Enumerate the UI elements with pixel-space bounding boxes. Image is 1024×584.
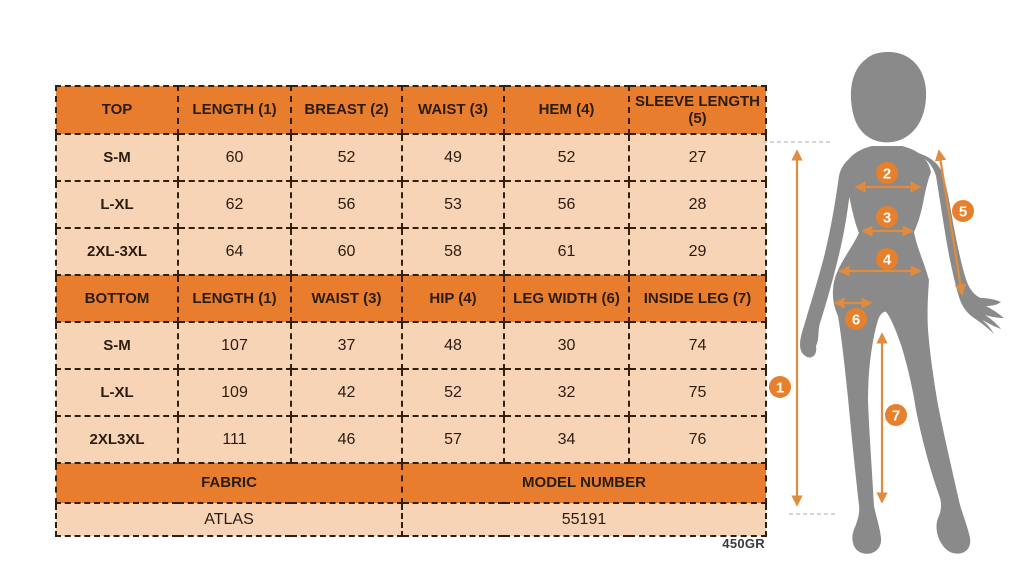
value-cell: 107 [178, 322, 291, 369]
model-number-value: 55191 [402, 503, 766, 536]
table-row [56, 416, 766, 463]
measurement-badge-2 [876, 162, 898, 184]
info-value-row [56, 503, 766, 536]
bottom-col-inside-leg: INSIDE LEG (7) [629, 275, 766, 322]
top-col-breast: BREAST (2) [291, 86, 402, 134]
badge-number: 7 [891, 407, 901, 425]
top-col-sleeve-length: SLEEVE LENGTH (5) [629, 86, 766, 134]
value-cell: 29 [629, 228, 766, 275]
badge-number: 1 [775, 379, 785, 397]
arrow-5-sleeve [939, 151, 962, 294]
size-label: L-XL [56, 369, 178, 416]
measurement-badge-3 [876, 206, 898, 228]
table-row [56, 228, 766, 275]
measurement-figure [752, 28, 1024, 576]
value-cell: 60 [291, 228, 402, 275]
top-section-label: TOP [56, 86, 178, 134]
weight-footnote: 450GR [722, 536, 765, 551]
size-label: S-M [56, 134, 178, 181]
value-cell: 27 [629, 134, 766, 181]
bottom-col-length: LENGTH (1) [178, 275, 291, 322]
value-cell: 64 [178, 228, 291, 275]
top-col-length: LENGTH (1) [178, 86, 291, 134]
top-header-row [56, 86, 766, 134]
measurement-badge-1 [769, 376, 791, 398]
value-cell: 60 [178, 134, 291, 181]
value-cell: 111 [178, 416, 291, 463]
measurement-badge-6 [845, 308, 867, 330]
fabric-value: ATLAS [56, 503, 402, 536]
woman-silhouette [800, 52, 1004, 554]
value-cell: 52 [291, 134, 402, 181]
bottom-col-leg-width: LEG WIDTH (6) [504, 275, 629, 322]
model-number-label: MODEL NUMBER [402, 463, 766, 503]
silhouette-head [851, 52, 926, 142]
size-label: S-M [56, 322, 178, 369]
value-cell: 61 [504, 228, 629, 275]
value-cell: 57 [402, 416, 504, 463]
value-cell: 28 [629, 181, 766, 228]
value-cell: 48 [402, 322, 504, 369]
value-cell: 42 [291, 369, 402, 416]
table-row [56, 134, 766, 181]
value-cell: 109 [178, 369, 291, 416]
table-row [56, 181, 766, 228]
value-cell: 37 [291, 322, 402, 369]
measurement-badge-5 [952, 200, 974, 222]
measurement-badge-7 [885, 404, 907, 426]
size-table [55, 85, 767, 537]
fabric-label: FABRIC [56, 463, 402, 503]
value-cell: 49 [402, 134, 504, 181]
size-label: 2XL-3XL [56, 228, 178, 275]
bottom-col-waist: WAIST (3) [291, 275, 402, 322]
bottom-section-label: BOTTOM [56, 275, 178, 322]
badge-number: 2 [882, 165, 892, 183]
badge-number: 3 [882, 209, 892, 227]
bottom-col-hip: HIP (4) [402, 275, 504, 322]
value-cell: 34 [504, 416, 629, 463]
value-cell: 52 [402, 369, 504, 416]
value-cell: 56 [291, 181, 402, 228]
value-cell: 62 [178, 181, 291, 228]
size-label: 2XL3XL [56, 416, 178, 463]
value-cell: 58 [402, 228, 504, 275]
value-cell: 32 [504, 369, 629, 416]
top-col-hem: HEM (4) [504, 86, 629, 134]
value-cell: 46 [291, 416, 402, 463]
value-cell: 75 [629, 369, 766, 416]
size-label: L-XL [56, 181, 178, 228]
value-cell: 56 [504, 181, 629, 228]
table-row [56, 369, 766, 416]
bottom-header-row [56, 275, 766, 322]
badge-number: 4 [882, 251, 892, 269]
info-header-row [56, 463, 766, 503]
table-row [56, 322, 766, 369]
measurement-badge-4 [876, 248, 898, 270]
badge-number: 6 [851, 311, 861, 329]
value-cell: 53 [402, 181, 504, 228]
value-cell: 76 [629, 416, 766, 463]
badge-number: 5 [958, 203, 968, 221]
value-cell: 30 [504, 322, 629, 369]
value-cell: 52 [504, 134, 629, 181]
top-col-waist: WAIST (3) [402, 86, 504, 134]
value-cell: 74 [629, 322, 766, 369]
